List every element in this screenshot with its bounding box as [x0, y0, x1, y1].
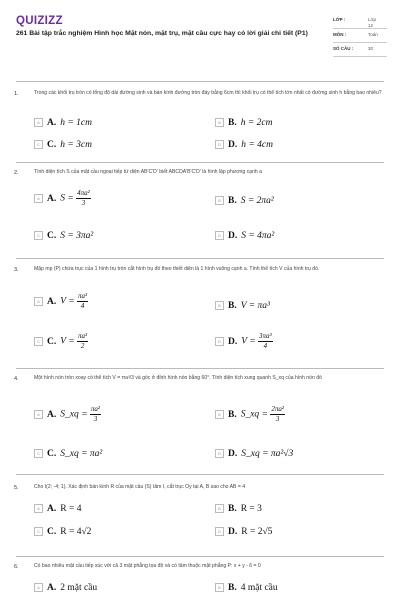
- option-a[interactable]: [34, 583, 97, 593]
- divider: [16, 162, 384, 163]
- fraction-numerator: 3πa³: [259, 332, 272, 340]
- option-box[interactable]: A: [34, 583, 43, 592]
- divider: [16, 258, 384, 259]
- option-letter: C.: [47, 140, 57, 150]
- option-fraction: [77, 292, 88, 311]
- divider: [16, 368, 384, 369]
- question-text: Cho I(2; -4; 1). Xác định bán kính R của mặt cầu (S) tâm I, cắt trục Oy tại A, B sao cho AB = 4: [34, 484, 246, 490]
- divider: [16, 556, 384, 557]
- option-expr: h = 4cm: [241, 140, 273, 150]
- meta-class: [333, 14, 387, 29]
- option-expr: S = 2πa²: [240, 196, 274, 206]
- option-a[interactable]: [34, 118, 92, 128]
- option-b[interactable]: [215, 405, 285, 424]
- fraction-numerator: πa²: [90, 405, 100, 413]
- option-box[interactable]: B: [215, 410, 224, 419]
- question-number: 5.: [14, 485, 19, 491]
- question-number: 2.: [14, 170, 19, 176]
- option-a[interactable]: [34, 189, 91, 208]
- option-c[interactable]: [34, 332, 88, 351]
- fraction-denominator: 4: [263, 342, 268, 350]
- option-box[interactable]: C: [34, 231, 43, 240]
- option-expr: S_xq = πa²: [60, 449, 103, 459]
- option-fraction: [90, 405, 101, 424]
- option-letter: A.: [47, 296, 57, 307]
- option-box[interactable]: C: [34, 140, 43, 149]
- fraction-denominator: 3: [93, 415, 98, 423]
- option-letter: C.: [47, 336, 57, 347]
- option-letter: B.: [228, 301, 237, 311]
- option-letter: C.: [47, 449, 57, 459]
- option-box[interactable]: A: [34, 297, 43, 306]
- question-text: Một hình nón tròn xoay có thể tích V = πa³/3 và góc ở đỉnh hình nón bằng 60°. Tính diện tích xung quanh S_xq của hình nón đó: [34, 375, 322, 381]
- question-text: Mặp mp (P) chứa trục của 1 hình trụ tròn cắt hình trụ đó theo thiết diện là 1 hình vuông cạnh a. Tính thể tích V của hình trụ đó.: [34, 266, 320, 272]
- option-letter: B.: [228, 583, 237, 593]
- fraction-numerator: 4πa²: [77, 189, 90, 197]
- option-expr: 4 mặt cầu: [240, 583, 278, 593]
- fraction-denominator: 3: [81, 199, 86, 207]
- option-b[interactable]: [215, 118, 272, 128]
- option-letter: A.: [47, 409, 57, 420]
- meta-key: SỐ CÂU :: [333, 46, 354, 51]
- option-expr: S_xq = πa²√3: [241, 449, 294, 459]
- option-box[interactable]: B: [215, 583, 224, 592]
- option-box[interactable]: D: [215, 231, 224, 240]
- option-box[interactable]: B: [215, 301, 224, 310]
- option-box[interactable]: B: [215, 196, 224, 205]
- option-letter: A.: [47, 193, 57, 204]
- question-number: 1.: [14, 91, 19, 97]
- option-box[interactable]: B: [215, 118, 224, 127]
- option-box[interactable]: D: [215, 337, 224, 346]
- option-letter: B.: [228, 196, 237, 206]
- meta-key: MÔN :: [333, 32, 347, 37]
- option-expr: S_xq =: [60, 409, 88, 420]
- option-expr: R = 4√2: [60, 527, 92, 537]
- option-box[interactable]: C: [34, 449, 43, 458]
- option-box[interactable]: A: [34, 410, 43, 419]
- option-letter: A.: [47, 504, 57, 514]
- fraction-denominator: 4: [80, 302, 85, 310]
- fraction-denominator: 2: [80, 342, 85, 350]
- divider: [16, 474, 384, 475]
- option-letter: B.: [228, 118, 237, 128]
- option-box[interactable]: C: [34, 527, 43, 536]
- option-d[interactable]: [215, 231, 274, 241]
- option-d[interactable]: [215, 449, 293, 459]
- option-letter: B.: [228, 409, 237, 420]
- option-c[interactable]: [34, 449, 102, 459]
- option-a[interactable]: [34, 292, 88, 311]
- option-expr: 2 mặt cầu: [60, 583, 98, 593]
- option-c[interactable]: [34, 140, 92, 150]
- option-expr: h = 3cm: [60, 140, 92, 150]
- option-expr: h = 2cm: [240, 118, 273, 128]
- option-letter: D.: [228, 527, 238, 537]
- fraction-numerator: πa³: [78, 292, 88, 300]
- option-fraction: [76, 189, 91, 208]
- meta-key: LỚP :: [333, 17, 346, 22]
- option-letter: C.: [47, 231, 57, 241]
- option-expr: S = 4πa²: [241, 231, 275, 241]
- fraction-denominator: 3: [275, 415, 280, 423]
- meta-count: [333, 43, 387, 57]
- option-expr: R = 3: [240, 504, 262, 514]
- option-b[interactable]: [215, 196, 274, 206]
- option-box[interactable]: A: [34, 194, 43, 203]
- option-box[interactable]: C: [34, 337, 43, 346]
- meta-box: [333, 14, 387, 57]
- option-expr: R = 4: [60, 504, 82, 514]
- divider: [16, 81, 384, 82]
- question-number: 4.: [14, 376, 19, 382]
- option-letter: A.: [47, 583, 57, 593]
- option-box[interactable]: D: [215, 527, 224, 536]
- option-a[interactable]: [34, 504, 81, 514]
- option-expr: V =: [241, 336, 256, 347]
- option-letter: D.: [228, 231, 238, 241]
- option-a[interactable]: [34, 405, 101, 424]
- option-d[interactable]: [215, 527, 272, 537]
- meta-value: Toán: [368, 32, 378, 37]
- meta-value: Lớp 12: [368, 17, 376, 28]
- option-expr: V =: [60, 296, 75, 307]
- option-b[interactable]: [215, 583, 278, 593]
- meta-subject: [333, 29, 387, 43]
- question-text: Có bao nhiêu mặt cầu tiếp xúc với cả 3 mặt phẳng tọa độ và có tâm thuộc mặt phẳng P: x + y - 6 = 0: [34, 563, 261, 569]
- fraction-numerator: 2πa²: [271, 405, 284, 413]
- option-box[interactable]: D: [215, 449, 224, 458]
- question-number: 6.: [14, 564, 19, 570]
- option-fraction: [258, 332, 273, 351]
- option-d[interactable]: [215, 140, 273, 150]
- option-letter: D.: [228, 140, 238, 150]
- page-title: 261 Bài tập trắc nghiệm Hình học Mặt nón, mặt trụ, mặt cầu cực hay có lời giải chi tiết (P1): [16, 30, 308, 37]
- option-fraction: [77, 332, 88, 351]
- option-b[interactable]: [215, 504, 262, 514]
- option-b[interactable]: [215, 301, 270, 311]
- meta-value: 30: [368, 46, 374, 51]
- option-fraction: [270, 405, 285, 424]
- option-letter: A.: [47, 118, 57, 128]
- option-box[interactable]: A: [34, 118, 43, 127]
- option-letter: D.: [228, 336, 238, 347]
- option-expr: V =: [60, 336, 75, 347]
- option-box[interactable]: D: [215, 140, 224, 149]
- question-text: Tính diện tích S của mặt cầu ngoại tiếp tứ diện AB'C'D' biết ABCDA'B'C'D' là hình lập phương cạnh a: [34, 169, 262, 175]
- question-number: 3.: [14, 267, 19, 273]
- option-expr: S = 3πa²: [60, 231, 94, 241]
- option-expr: R = 2√5: [241, 527, 273, 537]
- option-letter: B.: [228, 504, 237, 514]
- option-c[interactable]: [34, 527, 91, 537]
- brand-logo: QUIZIZZ: [16, 15, 63, 27]
- fraction-numerator: πa³: [78, 332, 88, 340]
- option-expr: S =: [60, 193, 74, 204]
- option-expr: V = πa³: [240, 301, 270, 311]
- option-box[interactable]: B: [215, 504, 224, 513]
- option-expr: S_xq =: [240, 409, 268, 420]
- question-text: Trong các khối trụ tròn có tổng độ dài đường sinh và bán kính đường tròn đáy bằng 6cm thì khối trụ có thể tích lớn nhất có đường sinh h bằng bao nhiêu?: [34, 90, 382, 96]
- option-expr: h = 1cm: [60, 118, 92, 128]
- option-c[interactable]: [34, 231, 93, 241]
- option-letter: D.: [228, 449, 238, 459]
- option-box[interactable]: A: [34, 504, 43, 513]
- option-d[interactable]: [215, 332, 273, 351]
- option-letter: C.: [47, 527, 57, 537]
